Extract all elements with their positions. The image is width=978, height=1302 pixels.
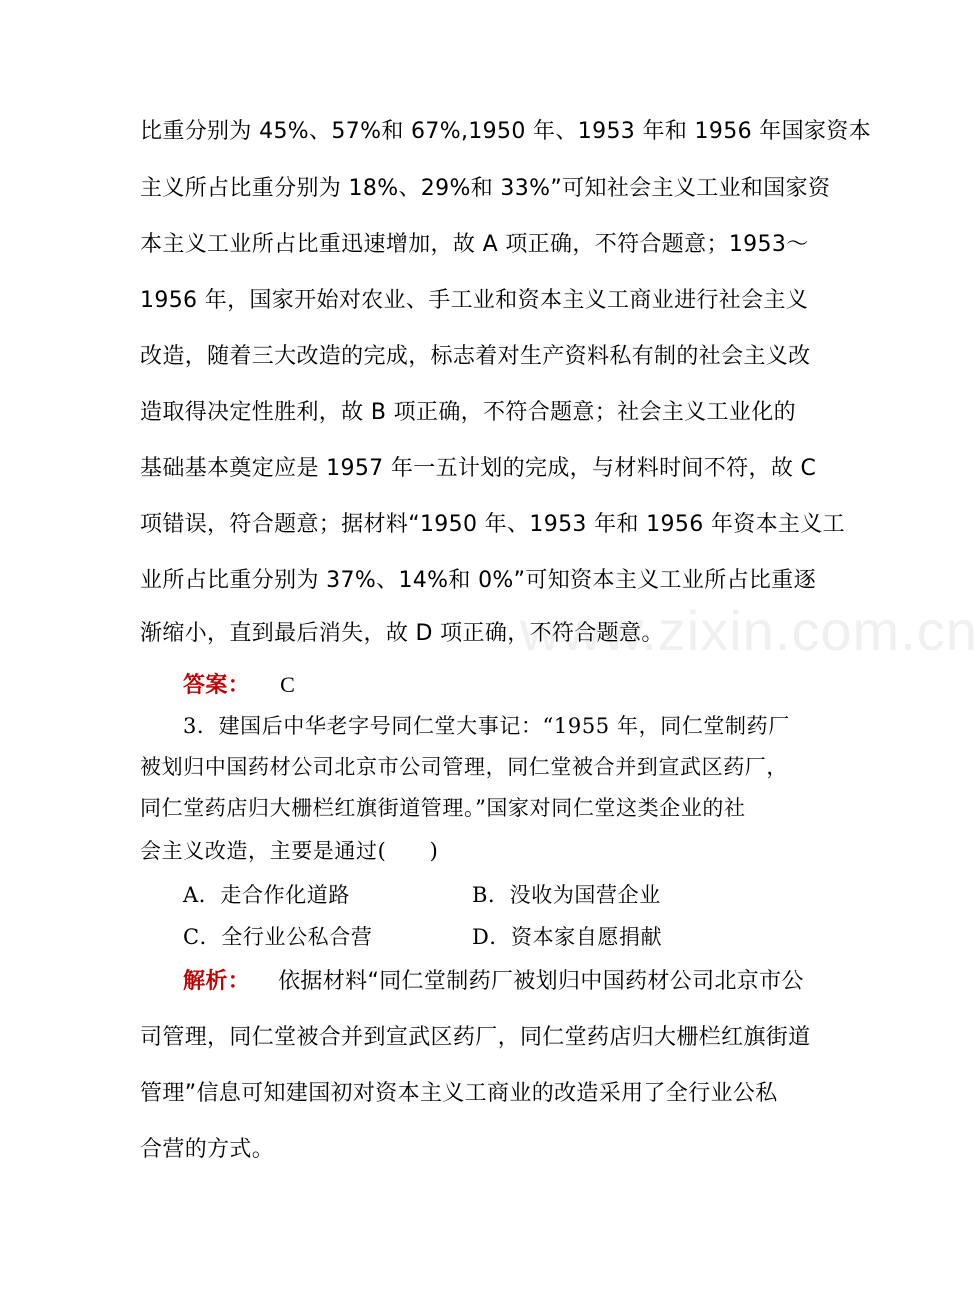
text-line: 渐缩小，直到最后消失，故 D 项正确，不符合题意。 xyxy=(140,621,664,646)
text-line: 司管理，同仁堂被合并到宣武区药厂，同仁堂药店归大栅栏红旗街道 xyxy=(140,1025,811,1050)
text-line: 合营的方式。 xyxy=(140,1137,275,1162)
text-line: 1956 年，国家开始对农业、手工业和资本主义工商业进行社会主义 xyxy=(140,288,809,313)
option-a: A．走合作化道路 xyxy=(183,883,350,907)
text-line: 造取得决定性胜利，故 B 项正确，不符合题意；社会主义工业化的 xyxy=(140,400,796,425)
text-line: 项错误，符合题意；据材料“1950 年、1953 年和 1956 年资本主义工 xyxy=(140,512,845,537)
question-line: 被划归中国药材公司北京市公司管理，同仁堂被合并到宣武区药厂， xyxy=(140,755,788,779)
text-line: 本主义工业所占比重迅速增加，故 A 项正确，不符合题意；1953～ xyxy=(140,232,809,257)
text-line: 比重分别为 45%、57%和 67%,1950 年、1953 年和 1956 年国家资本 xyxy=(140,119,872,144)
watermark: www.zixin.com.cn xyxy=(520,599,978,662)
text-line: 主义所占比重分别为 18%、29%和 33%”可知社会主义工业和国家资 xyxy=(140,176,831,201)
question-line: 3．建国后中华老字号同仁堂大事记：“1955 年，同仁堂制药厂 xyxy=(183,714,790,738)
option-b: B．没收为国营企业 xyxy=(472,883,661,907)
text-line: 改造，随着三大改造的完成，标志着对生产资料私有制的社会主义改 xyxy=(140,344,811,369)
text-line: 基础基本奠定应是 1957 年一五计划的完成，与材料时间不符，故 C xyxy=(140,456,817,481)
question-line: 会主义改造，主要是通过( ) xyxy=(140,839,439,863)
answer-label: 答案： xyxy=(183,673,251,698)
answer-row xyxy=(183,670,295,701)
question-line: 同仁堂药店归大栅栏红旗街道管理。”国家对同仁堂这类企业的社 xyxy=(140,796,746,820)
text-line: 业所占比重分别为 37%、14%和 0%”可知资本主义工业所占比重逐 xyxy=(140,568,816,593)
answer-value: C xyxy=(280,672,296,697)
analysis-label: 解析： xyxy=(183,969,251,994)
text-line: 管理”信息可知建国初对资本主义工商业的改造采用了全行业公私 xyxy=(140,1081,778,1106)
option-d: D．资本家自愿捐献 xyxy=(472,925,663,949)
option-c: C．全行业公私合营 xyxy=(183,925,373,949)
analysis-first-line xyxy=(183,967,804,997)
text-line: 依据材料“同仁堂制药厂被划归中国药材公司北京市公 xyxy=(278,969,804,994)
